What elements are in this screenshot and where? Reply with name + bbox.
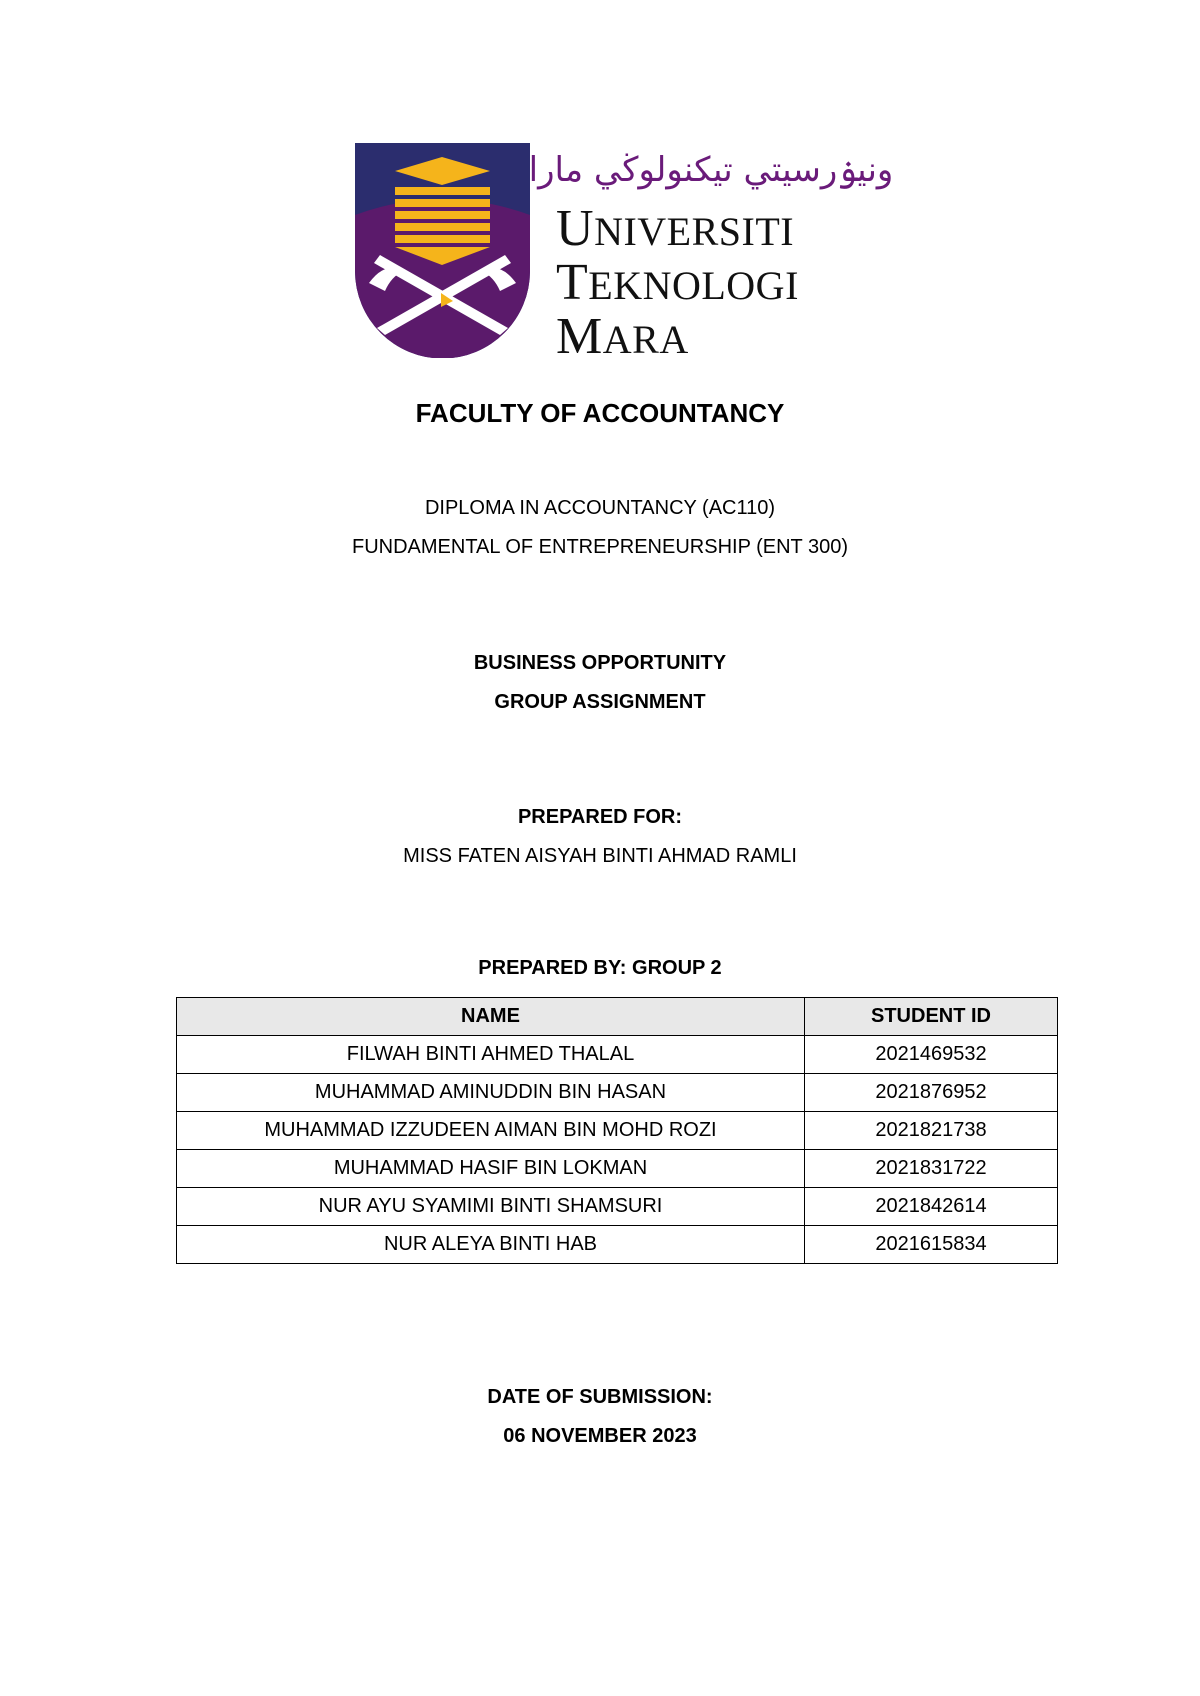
member-name: MUHAMMAD HASIF BIN LOKMAN (177, 1150, 805, 1188)
member-student-id: 2021831722 (805, 1150, 1058, 1188)
submission-date: 06 NOVEMBER 2023 (503, 1425, 697, 1447)
university-wordmark: UNIVERSITI TEKNOLOGI MARA (556, 200, 799, 365)
group-members-table (176, 997, 1058, 1264)
table-row (177, 1188, 1058, 1226)
assignment-type: GROUP ASSIGNMENT (494, 691, 706, 713)
member-student-id: 2021469532 (805, 1036, 1058, 1074)
column-header-student-id: STUDENT ID (805, 998, 1058, 1036)
assignment-title: BUSINESS OPPORTUNITY (473, 652, 727, 674)
university-logo (355, 143, 894, 365)
member-name: MUHAMMAD IZZUDEEN AIMAN BIN MOHD ROZI (177, 1112, 805, 1150)
svg-text:ونيۏرسيتي تيكنولوڬي مارا: ونيۏرسيتي تيكنولوڬي مارا (528, 150, 894, 190)
jawi-script-logotype (528, 143, 894, 193)
member-name: NUR ALEYA BINTI HAB (177, 1226, 805, 1264)
prepared-for-label: PREPARED FOR: (517, 806, 683, 828)
submission-label: DATE OF SUBMISSION: (487, 1386, 713, 1408)
member-name: MUHAMMAD AMINUDDIN BIN HASAN (177, 1074, 805, 1112)
table-row (177, 1036, 1058, 1074)
course-title: FUNDAMENTAL OF ENTREPRENEURSHIP (ENT 300) (351, 536, 848, 558)
member-student-id: 2021821738 (805, 1112, 1058, 1150)
lecturer-name: MISS FATEN AISYAH BINTI AHMAD RAMLI (403, 845, 797, 867)
column-header-name: NAME (177, 998, 805, 1036)
table-header-row (177, 998, 1058, 1036)
member-student-id: 2021615834 (805, 1226, 1058, 1264)
member-student-id: 2021876952 (805, 1074, 1058, 1112)
member-name: FILWAH BINTI AHMED THALAL (177, 1036, 805, 1074)
member-student-id: 2021842614 (805, 1188, 1058, 1226)
table-row (177, 1226, 1058, 1264)
table-row (177, 1112, 1058, 1150)
table-row (177, 1074, 1058, 1112)
member-name: NUR AYU SYAMIMI BINTI SHAMSURI (177, 1188, 805, 1226)
faculty-title: FACULTY OF ACCOUNTANCY (415, 398, 785, 428)
university-crest-icon (355, 143, 530, 358)
program-title: DIPLOMA IN ACCOUNTANCY (AC110) (424, 497, 776, 519)
prepared-by-label: PREPARED BY: GROUP 2 (478, 957, 722, 979)
table-row (177, 1150, 1058, 1188)
